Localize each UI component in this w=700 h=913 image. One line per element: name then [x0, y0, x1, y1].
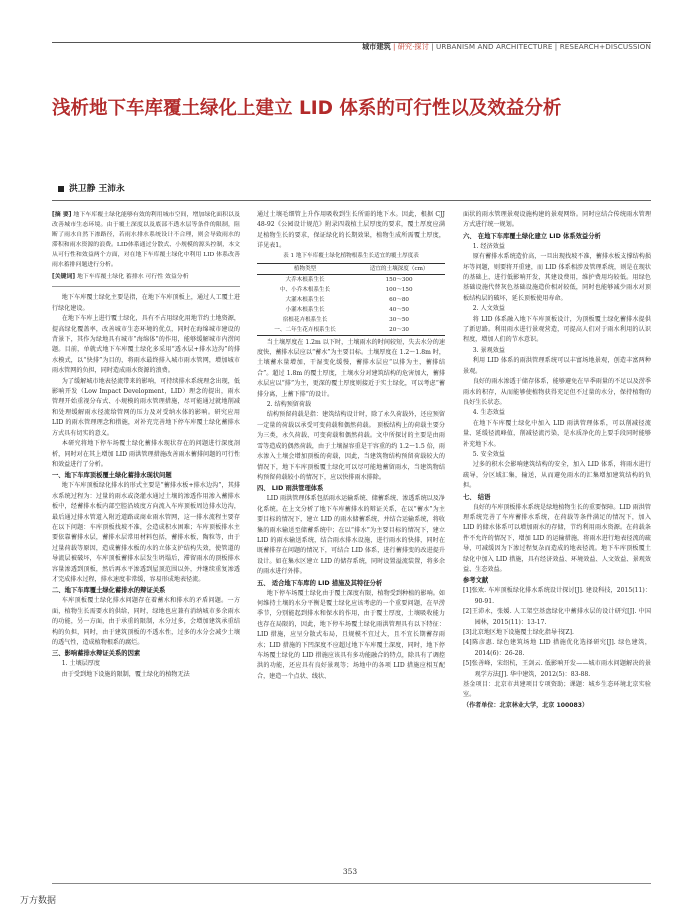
paragraph: 在地下车库覆土绿化中加入 LID 雨洪管理体系，可以削减径流量、延缓径流峰值，削减径流污染，是水质净化的上要手段同时能够补充地下水。: [463, 419, 651, 448]
table-row: [257, 315, 445, 325]
authors-rule: [52, 200, 651, 201]
abstract-rule: [52, 286, 240, 287]
paragraph: 利用 LID 体系的雨洪管理系统可以丰富场地景观，创造丰富两种景观。: [463, 357, 651, 375]
subsection-heading: 2. 结构预留荷载: [266, 401, 312, 409]
keywords-label: [关键词]: [52, 274, 76, 280]
column-3: [463, 210, 651, 711]
table-cell: 一、二年生花卉根系生长: [274, 326, 336, 333]
table-caption: 表 1 地下车库覆土绿化植物根系生长适宜的覆土厚度表: [283, 252, 419, 259]
paragraph: 结构预留荷载是指：建筑结构设计时，除了永久荷载外，还应预留一定量的荷载以承受可变荷载和偶然荷载。 顶板结构上的荷载主要分为三类，永久荷载、可变荷载和偶然荷载。文中所探讨的主要是由雨雪等造成的偶然荷载，由于土壤湿容重是干容重的约 1.2～1.5 倍，雨水渗入土壤会增加顶板的荷载，因此，当建筑物结构预留荷载较大的情况下，地下车库顶板覆土绿化可以尽可能地蓄留雨水，当建筑物结构预留荷载较小的情况下，应以快排雨水排除。: [257, 411, 445, 481]
paragraph: 本研究将地下停车场覆土绿化蓄排水现状存在的问题进行深度剖析，同时对在其上增加 LID 雨洪管理措施改善雨水蓄排问题的可行性和效益进行了分析。: [52, 440, 240, 468]
header-section: 城市建筑: [361, 42, 391, 51]
running-header: 城市建筑 | 研究·探讨 | URBANISM AND ARCHITECTURE | RESEARCH+DISCUSSION: [361, 42, 651, 51]
abstract: [52, 210, 240, 270]
table-cell: 大乔木根系生长: [285, 276, 325, 283]
subsection-heading: 1. 土壤层厚度: [61, 660, 100, 668]
table-cell: 大灌木根系生长: [285, 296, 325, 303]
table-cell: 60～80: [389, 296, 409, 303]
reference-item: [5]张善峰，宋绍杭，王剑云. 低影响开发——城市雨水问题解决的景观学方法[J]. 华中建筑，2012(5)：83-88.: [463, 660, 651, 678]
section-heading: 五、 适合地下车库的 LID 措施及其特征分析: [257, 579, 383, 587]
keywords: [52, 272, 240, 282]
table-row: [257, 285, 445, 295]
author-names: 洪卫静 王沛永: [69, 184, 125, 194]
references-list: [463, 586, 651, 680]
paragraph: 将 LID 体系融入地下车库顶板设计，为顶板覆土绿化蓄排水提供了新思路。利用雨水进行景观营造，可提高人们对于雨水利用的认识程度，增加人们的节水意识。: [463, 315, 651, 344]
subsection-heading: 5. 安全效益: [472, 450, 505, 458]
abstract-label: [摘 要]: [52, 212, 72, 218]
author-bullet-icon: [58, 186, 64, 192]
table-cell: 小灌木根系生长: [285, 306, 325, 313]
abstract-text: 地下车库覆土绿化能够有效的利用城市空间，增加绿化面积以及改善城市生态环境。由于覆土深度以及底部不透水层等条件的限制，阻断了雨水自然下渗路径，若雨水排水系统设计不合理，则会导致雨水的滞积和雨水资源的浪费。LID体系通过分散式、小规模的源头控制，本文从可行性和效益两个方面，对在地下车库覆土绿化中利用 LID 体系改善雨水蓄排问题进行分析。: [52, 212, 241, 268]
section-heading: 七、 结语: [463, 493, 491, 501]
paragraph: 地下车库顶板绿化排水的形式主要是“蓄排水板+排水边沟”，其排水系统过程为：过量的雨水或浇灌水通过土壤的渗透作用渗入蓄排水板中，经蓄排水板内部空腔沿坡度方向流入车库顶板周边排水边沟，最后通过排水管道入附近道路或商业雨水管网，这一排水流程主要存在以下问题：车库顶板找坡不准，会造成积水困难；车库顶板排水主要依靠蓄排水层，蓄排水层常用材料包括，蓄排水板，陶粒等，由于过量荷载等原因，造成蓄排水板的水的立体支护结构失效，使管道的导流层被破坏，车库顶板蓄排水层发生坍塌后，滞留雨水的顶板排水容量渗透到顶板，然后再水平渗透到屋顶范围以外，并继续重复渗透才完成排水过程，排水速度非常缓，容易形成地表径流。: [52, 482, 240, 583]
paragraph: 良好的车库顶板排水系统是绿地植物生长的重要保障。LID 雨洪管理系统完善了车库蓄排水系统，在荷载等条件满足的情况下，加入 LID 的储水体系可以增加雨水的存储，节约利用雨水资源。在荷载条件不允许的情况下，增加 LID 的运输措施，将雨水进行地表径流的疏导，可减缓因为下渗过程复杂而造成的地表径流。地下车库顶板覆土绿化中加入 LID 措施，具有经济效益、环境效益、人文效益、景观效益、生态效益。: [463, 503, 651, 573]
subsection-heading: 3. 景观效益: [472, 346, 505, 354]
watermark: 万方数据: [20, 896, 57, 906]
paragraph: 车库顶板覆土绿化排水问题存在着蓄水和排水的矛盾问题。一方面，植物生长需要水的供给，同时，绿地也应兼有消纳城市多余雨水的功能，另一方面，由于承重的限制，水分过多，会增加建筑承重结构的负担，同时，由于建筑顶板的不透水性，过多的水分会减少土壤的透气性，造成植物根系的腐烂。: [52, 597, 240, 646]
reference-item: [1]张欢. 车库顶板绿化排水系统设计探讨[J]. 建设科技，2015(11)：90-91.: [463, 587, 651, 605]
table-header-cell: 适宜的土壤深度（cm）: [369, 265, 429, 272]
paragraph: 在地下车库上进行覆土绿化，具有不占用绿化用地节约土地资源，提高绿化覆盖率，改善城市生态环境的优点，同时在海绵城市建设的背景下，其作为绿地具有城市“海绵体”的作用，能够缓解城市内涝问题。目前，单就式地下车库覆土绿化多采用“透水层+排水边沟”的排水模式，以“快排”为目的，将雨水最终排入城市雨水管网，增加城市雨水管网的负担，同时造成雨水资源的浪费。: [52, 315, 240, 375]
subsection-heading: 4. 生态效益: [472, 409, 505, 417]
paragraph: 面状的雨水管理景观设施构建的景观网络。同时应结合传统雨水管理方式进行统一规划。: [463, 211, 651, 229]
table-cell: 150～300: [385, 276, 413, 283]
paragraph: 为了缓解城市地表径流带来的影响，可持续排水系统理念出现，低影响开发（Low Impact Development，LID）理念的提出，雨水管理开始重视分布式、小规模的雨水管理措施，尽可能通过就地削减和处理缓解雨水径流给管网的压力及对受纳水体的影响。研究应用 LID 的雨水管理理念和措施，对补充完善地下停车库覆土绿化蓄排水方式具有切实的意义。: [52, 377, 240, 437]
fund-note: 基金项目：北京市共建项目专项资助；课题：城乡生态环境北京实验室。: [463, 681, 651, 699]
column-1: [52, 210, 240, 680]
subsection-heading: 1. 经济效益: [472, 242, 505, 250]
section-heading: 四、 LID 雨洪管理体系: [257, 485, 324, 493]
paragraph: 地下车库覆土绿化主要是指，在地下车库顶板上，通过人工覆土进行绿化建设。: [52, 294, 240, 312]
table-cell: 20～30: [389, 326, 409, 333]
header-english: URBANISM AND ARCHITECTURE: [435, 42, 553, 51]
section-heading: 三、影响蓄排水辩证关系的因素: [52, 650, 141, 658]
keywords-text: 地下车库覆土绿化 蓄排水 可行性 效益分析: [76, 274, 189, 280]
reference-item: [2]王沛永，张媛. 人工架空基盘绿化中蓄排水层的设计研究[J]. 中国园林，2015(11)：13-17.: [463, 608, 651, 626]
references-heading: 参考文献: [463, 577, 489, 585]
author-affiliation: （作者单位：北京林业大学，北京 100083）: [463, 701, 589, 709]
table-cell: 中、小乔木根系生长: [279, 286, 331, 293]
paragraph: 过多的积水会影响建筑结构的安全，加入 LID 体系，将雨水进行疏导，分区域汇集，输送，从而避免雨水的汇集增加建筑结构的负担。: [463, 461, 651, 490]
column-2: [257, 210, 445, 682]
paragraph: LID 雨洪管理体系包括雨水运输系统、储蓄系统、渗透系统以及净化系统。在上文分析了地下车库蓄排水的辩证关系，在以“蓄水”为主要目标的情况下，建立 LID 的雨水储蓄系统，并结合运输系统，将收集的雨水输送至储蓄系统中；在以“排水”为主要目标的情况下，建立 LID 的雨水输送系统，结合雨水排水设施，进行雨水的快排，同时在既蓄排存在问题的情况下，可结合 LID 体系，进行蓄排变的改进提升设计。如在集水区建立 LID 的储存系统，同时设置溢流装置，将多余的雨水进行外排。: [257, 495, 445, 576]
section-heading: 六、 在地下车库覆土绿化建立 LID 体系效益分析: [463, 232, 601, 240]
table-row: [257, 295, 445, 305]
page-number: 353: [342, 867, 358, 876]
table-cell: 40～50: [389, 306, 409, 313]
subsection-heading: 2. 人文效益: [472, 305, 505, 313]
paragraph: 当土壤厚度在 1.2m 以下时，土壤雨水的时间较短，失去水分的速度快，蓄排水层应以“蓄水”为主要目标。土壤厚度在 1.2～1.8m 时，土壤蓄水量增加，干湿变化缓慢，蓄排水层应“以排为主，蓄排结合”。超过 1.8m 的覆土厚度，土壤水分对建筑结构的危害加大，蓄排水层应以“排”为主，更深的覆土厚度则接近于实土绿化，可以考虑“蓄排分离，上蓄下排”的设计。: [257, 338, 445, 398]
section-heading: 二、地下车库覆土绿化蓄排水的辩证关系: [52, 587, 166, 595]
reference-item: [4]陈彦惠. 绿色建筑场地 LID 措施优化选择研究[J]. 绿色建筑，2014(6)：26-28.: [463, 639, 651, 657]
soil-depth-table: [257, 263, 445, 336]
section-heading: 一、地下车库顶板覆土绿化蓄排水现状问题: [52, 472, 172, 480]
paragraph: 良好的雨水渗透于储存体系，能够避免在旱季雨量的不足以及涝季雨水的积存，从而能够使植物获得充足但不过量的水分，保持植物的良好生长状态。: [463, 378, 651, 406]
table-cell: 宿根花卉根系生长: [282, 316, 328, 323]
table-cell: 30～50: [389, 316, 409, 323]
authors: [58, 181, 125, 194]
table-row: [257, 305, 445, 315]
paragraph: 地下停车场覆土绿化由于覆土深度有限，植物受到种植的影响。如何维持土壤的水分平衡是覆土绿化应该考虑的一个重要问题，在旱涝季节，分别能起到排水和保水的作用，由于覆土厚度，土壤吸收能力也存在局限的，因此，地下停车场覆土绿化雨洪管理具有以下特征：LID 措施，应呈分散式布局，且规模不宜过大，且不宜长期蓄存雨水；LID 措施的下凹深度不应超过地下车库覆土深度，同时，地下停车场覆土绿化的 LID 措施应该具有多功能融合的特点，除具有了调控洪的功能，还应具有良好景观等；场地中的各项 LID 措施应相互配合，建造一个点状、线状、: [257, 589, 445, 680]
header-subsection: 研究·探讨: [397, 42, 429, 51]
paragraph: 由于受到地下设施的限制，覆土绿化的植物无法: [61, 670, 190, 678]
header-english-sub: RESEARCH+DISCUSSION: [559, 42, 651, 51]
table-header-cell: 植物类型: [293, 265, 317, 272]
table-row: [257, 325, 445, 336]
footer-rule: [52, 883, 651, 884]
paragraph: 通过土壤毛细管上升作用吸收到生长所需的地下水。因此，根据 CJJ 48-92《公园设计规范》附录四栽植土层厚度的要求，覆土厚度应满足植物生长的要求，保证绿化的长期效果，植物生成所需覆土厚度，详见表1。: [257, 211, 445, 250]
article-title: 浅析地下车库覆土绿化上建立 LID 体系的可行性以及效益分析: [52, 98, 562, 119]
table-row: [257, 274, 445, 285]
table-cell: 100～150: [385, 286, 413, 293]
reference-item: [3]北京地区地下设施覆土绿化指导书[Z].: [463, 629, 574, 637]
paragraph: 原有蓄排水系统造价高，一旦出现找坡不准，蓄排水板支撑结构损坏等问题，则要将开重建，而 LID 体系相涉及管理系统，则是在现状的基础上，进行低影响开发，其建设费用，维护费用均较低。用绿色基础设施代替灰色基础设施造价相对较低，同时也能够减少雨水对顶板结构层的破坏，延长顶板使用寿命。: [463, 253, 651, 302]
